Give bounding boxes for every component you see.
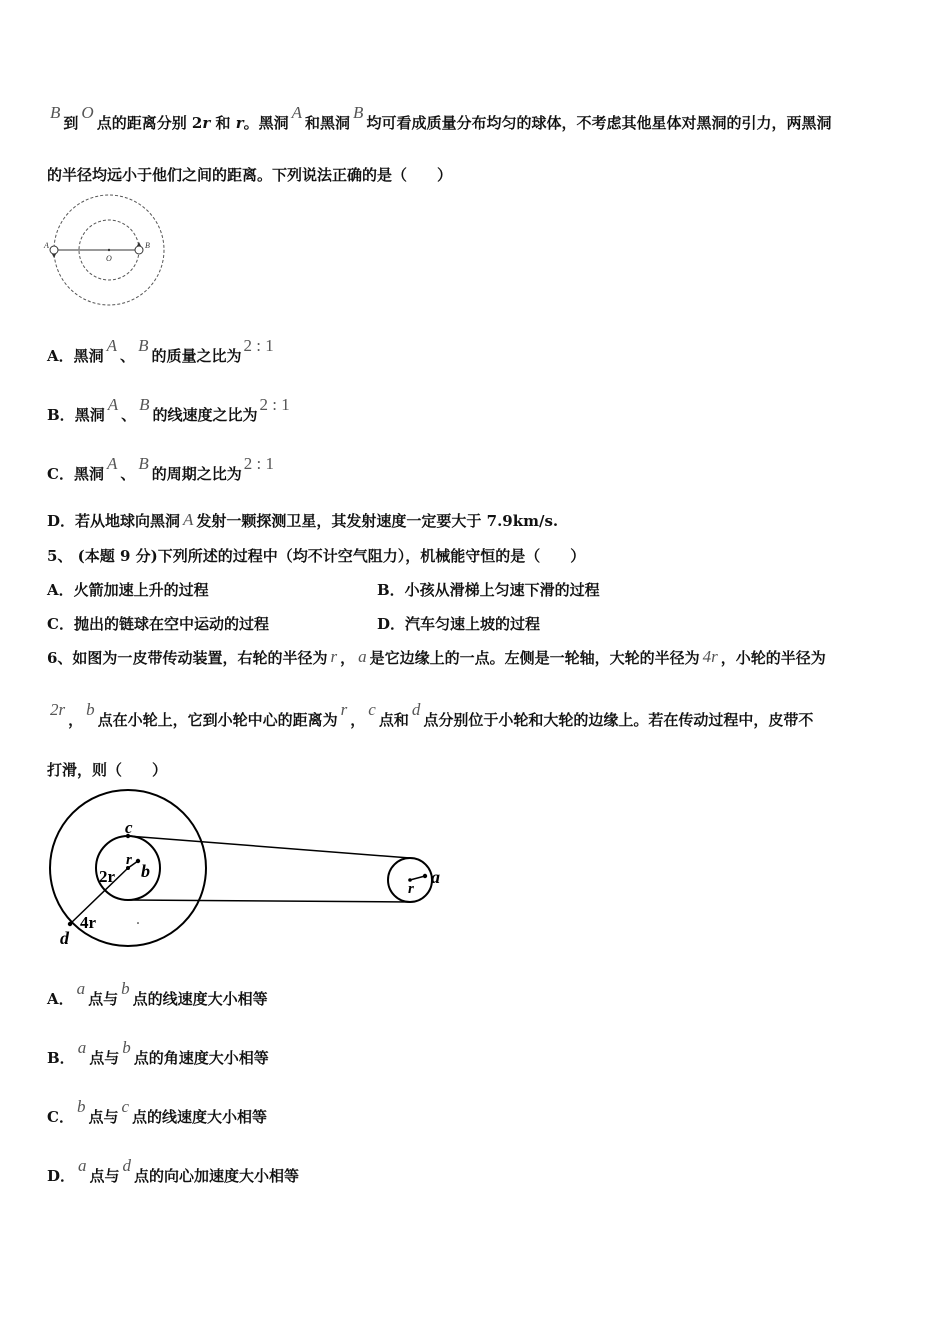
math-var: B: [353, 103, 364, 122]
label-2r: 2r: [99, 867, 116, 886]
q6-option-b: B．a点与b点的角速度大小相等: [47, 1038, 269, 1067]
label-r-right: r: [408, 881, 414, 897]
q4-option-c: C．黑洞A、B的周期之比为2 : 1: [47, 454, 275, 483]
q4-orbit-figure: [40, 192, 175, 310]
q4-stem-line1: B到O点的距离分别 2r 和 r。黑洞A和黑洞B均可看成质量分布均匀的球体，不考虑其他星体对黑洞的引力，两黑洞: [50, 103, 832, 132]
q5-stem: 5、 (本题 9 分)下列所述的过程中（均不计空气阻力），机械能守恒的是（ ）: [47, 547, 586, 565]
q5-option-a: A．火箭加速上升的过程: [47, 581, 209, 599]
point-d: [68, 922, 72, 926]
belt-top: [128, 836, 410, 858]
label-o: O: [106, 254, 112, 263]
math-var: A: [291, 103, 303, 122]
label-a: A: [44, 241, 49, 250]
black-hole-b: [135, 246, 143, 254]
math-var: O: [81, 103, 94, 122]
q6-option-d: D．a点与d点的向心加速度大小相等: [47, 1156, 300, 1185]
q4-stem-line2: 的半径均远小于他们之间的距离。下列说法正确的是（ ）: [47, 166, 453, 184]
label-r-small: r: [126, 852, 132, 868]
label-b: b: [141, 861, 150, 881]
q6-stem-line1: 6、如图为一皮带传动装置，右轮的半径为 r ， a 是它边缘上的一点。左侧是一轮轴，大轮的半径为 4r ，小轮的半径为: [47, 647, 826, 667]
label-b: B: [145, 241, 150, 250]
q5-option-c: C．抛出的链球在空中运动的过程: [47, 615, 269, 633]
q5-option-d: D．汽车匀速上坡的过程: [377, 615, 541, 633]
q6-stem-line3: 打滑，则（ ）: [47, 761, 168, 779]
black-hole-a: [50, 246, 58, 254]
label-4r: 4r: [80, 913, 97, 932]
point-b: [136, 859, 140, 863]
q6-belt-figure: [40, 788, 460, 953]
radius-right: [410, 876, 425, 880]
q6-stem-line2: 2r，b点在小轮上，它到小轮中心的距离为r，c点和d点分别位于小轮和大轮的边缘上。若在传动过程中，皮带不: [50, 700, 814, 729]
q4-option-a: A．黑洞A、B的质量之比为2 : 1: [47, 336, 274, 365]
label-a: a: [431, 867, 440, 887]
q6-option-a: A．a点与b点的线速度大小相等: [47, 979, 268, 1008]
label-d: d: [60, 928, 69, 948]
label-c: c: [125, 818, 133, 837]
math-var: B: [50, 103, 61, 122]
q4-option-b: B．黑洞A、B的线速度之比为2 : 1: [47, 395, 290, 424]
belt-bottom: [128, 900, 410, 902]
dot-mark: [137, 922, 139, 924]
q6-option-c: C．b点与c点的线速度大小相等: [47, 1097, 268, 1126]
point-a: [423, 874, 427, 878]
arrow-a: [52, 254, 56, 258]
q4-option-d: D．若从地球向黑洞 A 发射一颗探测卫星，其发射速度一定要大于 7.9km/s.: [47, 510, 559, 530]
center-o: [108, 249, 110, 251]
q5-option-b: B．小孩从滑梯上匀速下滑的过程: [377, 581, 600, 599]
